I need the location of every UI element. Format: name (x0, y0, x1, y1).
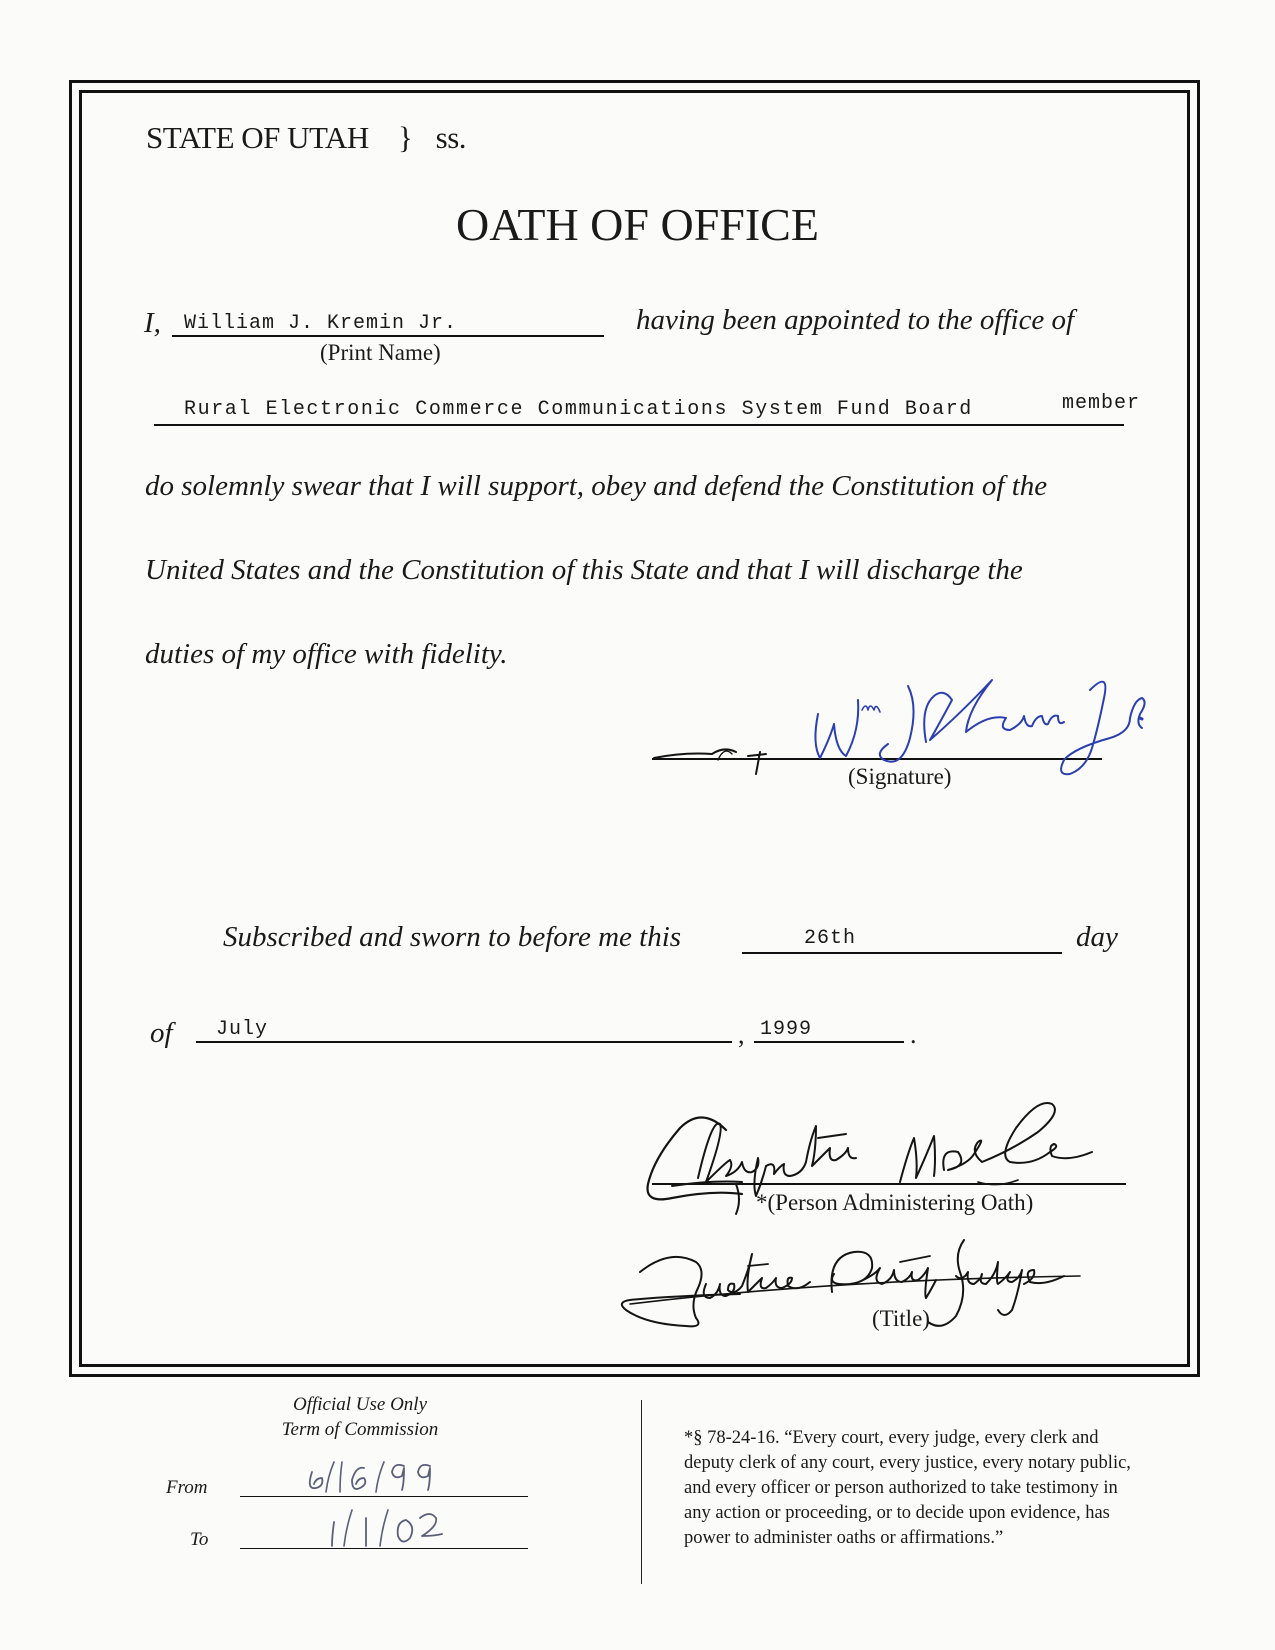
footnote-line-3: and every officer or person authorized to take testimony in (684, 1478, 1118, 1498)
state-heading (146, 120, 466, 156)
footer-divider (641, 1400, 642, 1584)
print-name-line (172, 335, 604, 337)
oath-intro: I, (144, 307, 161, 339)
footnote-line-5: power to administer oaths or affirmations.” (684, 1528, 1004, 1548)
footnote-line-1: *§ 78-24-16. “Every court, every judge, every clerk and (684, 1428, 1099, 1448)
appointed-text: having been appointed to the office of (636, 304, 1075, 336)
term-of-commission-heading: Term of Commission (281, 1419, 439, 1440)
to-handwriting (326, 1506, 446, 1550)
day-value: 26th (804, 927, 857, 950)
year-line (754, 1041, 904, 1043)
month-line (196, 1041, 732, 1043)
office-suffix: member (1062, 392, 1141, 415)
administrator-label: *(Person Administering Oath) (756, 1190, 1034, 1215)
from-handwriting (306, 1458, 446, 1498)
month-year-comma: , (738, 1020, 745, 1049)
of-word: of (150, 1017, 173, 1049)
to-label: To (190, 1529, 209, 1550)
from-label: From (166, 1477, 208, 1498)
year-value: 1999 (760, 1018, 813, 1041)
print-name-value: William J. Kremin Jr. (184, 312, 458, 335)
official-use-heading: Official Use Only (292, 1394, 428, 1415)
day-line (742, 952, 1062, 954)
day-word: day (1076, 921, 1118, 953)
title-label: (Title) (872, 1306, 930, 1331)
statute-footnote (684, 1426, 1131, 1551)
oath-body-line-2: United States and the Constitution of this State and that I will discharge the (145, 554, 1023, 586)
page-title: OATH OF OFFICE (456, 199, 819, 250)
sworn-text: Subscribed and sworn to before me this (223, 921, 682, 953)
footnote-line-2: deputy clerk of any court, every justice, every notary public, (684, 1453, 1131, 1473)
print-name-label: (Print Name) (320, 340, 441, 365)
office-value: Rural Electronic Commerce Communications System Fund Board (184, 398, 973, 421)
signature-label: (Signature) (848, 764, 952, 789)
footnote-line-4: any action or proceeding, or to decide upon evidence, has (684, 1503, 1110, 1523)
oath-body-line-1: do solemnly swear that I will support, obey and defend the Constitution of the (145, 470, 1048, 502)
date-period: . (910, 1020, 917, 1049)
month-value: July (216, 1018, 269, 1041)
oath-body-line-3: duties of my office with fidelity. (145, 638, 508, 670)
state-name: STATE OF UTAH (146, 120, 369, 155)
state-ss: ss. (435, 120, 467, 155)
office-line (154, 424, 1124, 426)
state-brace: } (398, 120, 413, 155)
